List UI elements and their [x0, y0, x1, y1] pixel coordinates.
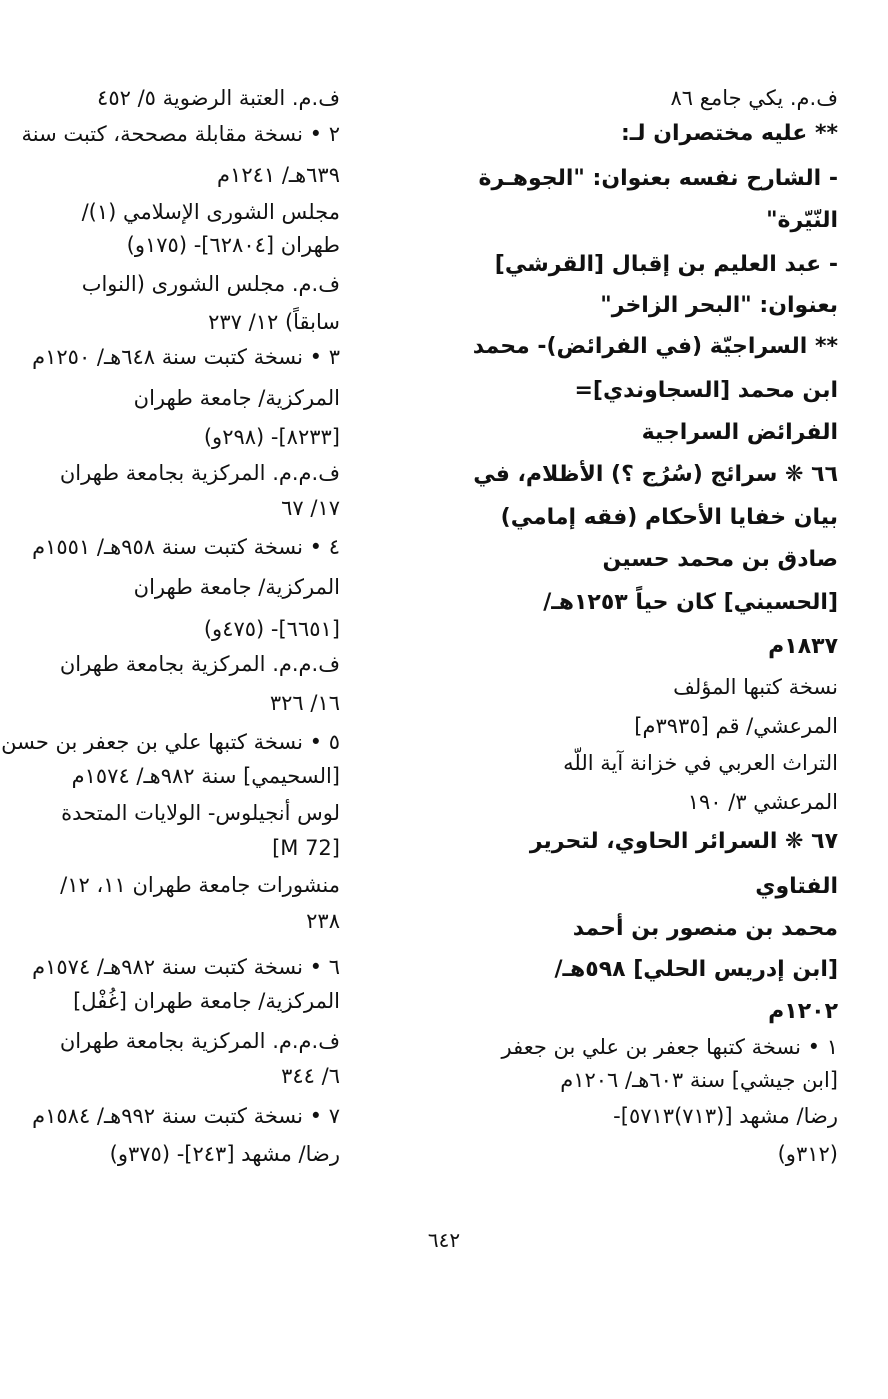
right-column-line: ف.م. يكي جامع ٨٦	[670, 86, 838, 110]
right-column-line: (٣١٢و)	[777, 1142, 838, 1166]
left-column-line: [٨٢٣٣]- (٢٩٨و)	[203, 425, 340, 449]
right-column-line: ٦٦ ❋ سرائج (سُرُج ؟) الأظلام، في	[473, 462, 838, 487]
right-column-line: نسخة كتبها المؤلف	[673, 675, 838, 699]
right-column-line: [الحسيني] كان حياً ١٢٥٣هـ/	[543, 590, 838, 615]
left-column-line: ٢٣٨	[306, 909, 340, 933]
left-column-line: المركزية/ جامعة طهران	[133, 386, 340, 410]
left-column-line: لوس أنجيلوس- الولايات المتحدة	[61, 801, 340, 825]
left-column-line: ١٧/ ٦٧	[281, 496, 340, 520]
left-column-line: [٦٦٥١]- (٤٧٥و)	[203, 617, 340, 641]
left-column-line: ٥ • نسخة كتبها علي بن جعفر بن حسن	[1, 730, 340, 754]
right-column-line: المرعشي/ قم [٣٩٣٥م]	[634, 714, 838, 738]
right-column-line: رضا/ مشهد [(٧١٣)٥٧١٣]-	[613, 1104, 838, 1128]
left-column-line: ١٦/ ٣٢٦	[269, 691, 340, 715]
left-column-line: رضا/ مشهد [٢٤٣]- (٣٧٥و)	[109, 1142, 340, 1166]
left-column-line: المركزية/ جامعة طهران [غُفْل]	[73, 989, 340, 1013]
left-column-line: ٦/ ٣٤٤	[281, 1064, 340, 1088]
left-column-line: [M 72]	[272, 836, 340, 860]
left-column-line: منشورات جامعة طهران ١١، ١٢/	[60, 873, 340, 897]
left-column-line: ٤ • نسخة كتبت سنة ٩٥٨هـ/ ١٥٥١م	[32, 535, 340, 559]
right-column-line: - عبد العليم بن إقبال [القرشي]	[494, 252, 838, 277]
left-column-line: ٦٣٩هـ/ ١٢٤١م	[217, 163, 340, 187]
right-column-line: ** السراجيّة (في الفرائض)- محمد	[472, 334, 838, 359]
left-column-line: ف.م. مجلس الشورى (النواب	[81, 272, 340, 296]
left-column-line: ٧ • نسخة كتبت سنة ٩٩٢هـ/ ١٥٨٤م	[32, 1104, 340, 1128]
right-column-line: الفرائض السراجية	[641, 420, 838, 445]
left-column-line: ف.م.م. المركزية بجامعة طهران	[59, 652, 340, 676]
right-column-line: بعنوان: "البحر الزاخر"	[600, 293, 838, 318]
right-column-line: التراث العربي في خزانة آية اللّه	[563, 751, 838, 775]
left-column-line: ف.م.م. المركزية بجامعة طهران	[59, 461, 340, 485]
right-column-line: [ابن جيشي] سنة ٦٠٣هـ/ ١٢٠٦م	[560, 1068, 838, 1092]
left-column-line: طهران [٦٢٨٠٤]- (١٧٥و)	[126, 233, 340, 257]
right-column-line: المرعشي ٣/ ١٩٠	[687, 790, 838, 814]
right-column-line: صادق بن محمد حسين	[602, 547, 838, 572]
right-column-line: ١ • نسخة كتبها جعفر بن علي بن جعفر	[501, 1035, 838, 1059]
right-column-line: الفتاوي	[755, 874, 838, 899]
page-number: ٦٤٢	[427, 1228, 461, 1252]
right-column-line: محمد بن منصور بن أحمد	[572, 916, 838, 941]
right-column-line: - الشارح نفسه بعنوان: "الجوهـرة	[478, 166, 838, 191]
right-column-line: بيان خفايا الأحكام (فقه إمامي)	[500, 505, 838, 530]
left-column-line: ف.م. العتبة الرضوية ٥/ ٤٥٢	[97, 86, 340, 110]
left-column-line: ٦ • نسخة كتبت سنة ٩٨٢هـ/ ١٥٧٤م	[32, 955, 340, 979]
left-column-line: المركزية/ جامعة طهران	[133, 575, 340, 599]
right-column-line: ١٨٣٧م	[768, 634, 838, 659]
right-column-line: [ابن إدريس الحلي] ٥٩٨هـ/	[554, 957, 838, 982]
right-column-line: ١٢٠٢م	[768, 999, 838, 1024]
right-column-line: ابن محمد [السجاوندي]=	[574, 378, 838, 403]
left-column-line: ف.م.م. المركزية بجامعة طهران	[59, 1029, 340, 1053]
right-column-line: النّيّرة"	[766, 208, 838, 233]
left-column-line: ٢ • نسخة مقابلة مصححة، كتبت سنة	[21, 122, 340, 146]
left-column-line: سابقاً) ١٢/ ٢٣٧	[208, 310, 340, 334]
left-column-line: [السحيمي] سنة ٩٨٢هـ/ ١٥٧٤م	[71, 764, 340, 788]
right-column-line: ** عليه مختصران لـ:	[620, 121, 838, 146]
left-column-line: مجلس الشورى الإسلامي (١)/	[81, 200, 340, 224]
left-column-line: ٣ • نسخة كتبت سنة ٦٤٨هـ/ ١٢٥٠م	[32, 345, 340, 369]
right-column-line: ٦٧ ❋ السرائر الحاوي، لتحرير	[529, 829, 838, 854]
